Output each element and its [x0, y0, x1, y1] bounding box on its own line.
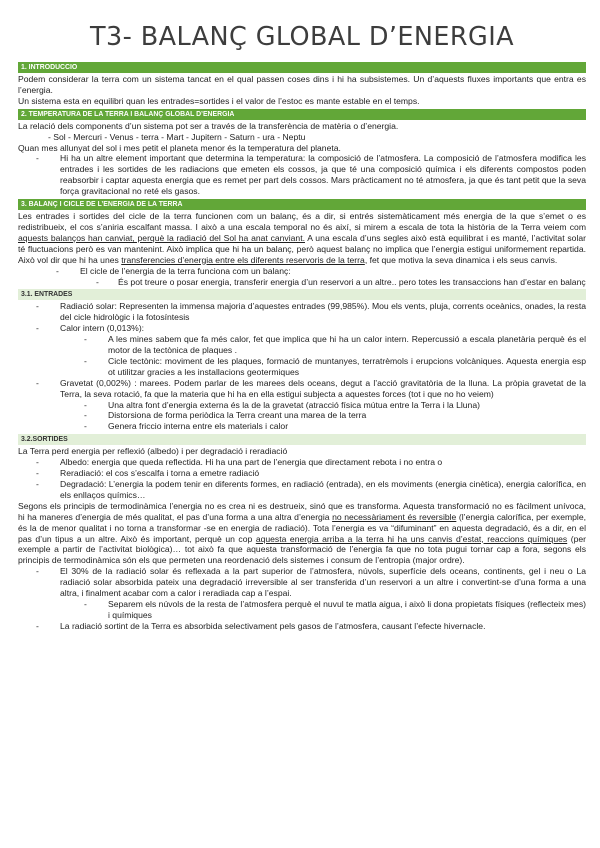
list-item: - A les mines sabem que fa més calor, fet que implica que hi ha un calor intern. Repercussió a escala planetària perquè és el motor de la tectònica de plaques .	[84, 334, 586, 356]
section-heading-temperatura: 2. TEMPERATURA DE LA TERRA I BALANÇ GLOBAL D’ENERGIA	[18, 109, 586, 120]
list-item: - Una altra font d’energia externa és la de la gravetat (atracció física mútua entre la Terra i la Lluna)	[84, 399, 480, 410]
list-item: - Separem els núvols de la resta de l’atmosfera perquè el nuvul te matla aigua, i això li dona propietats físiques (reflecteix mes) i químiques	[84, 598, 586, 620]
list-item: - Radiació solar: Representen la immensa majoria d’aquestes entrades (99,985%). Mou els vents, pluja, corrents oceànics, onades, la resta del cicle hidrològic i la fotosíntesis	[36, 301, 586, 323]
paragraph: Les entrades i sortides del cicle de la terra funcionen com un balanç, és a dir, si entrés sistemàticament més energia de la que s’emet o es redistribueix, el cos s’aniria escalfant massa. I això a una escala temporal no és així, si mirem a escala de tota la història de la Terra veiem com aquests balanços han canviat, perquè la radiació del Sol ha anat canviant. A una escala d’uns segles això està equilibrat i es manté, l’activitat solar té fluctuacions però es van mantenint. Això implica que hi ha un balanç, però aquest balanç no implica que l’energia estigui uniformement repartida. Això vol dir que hi ha unes transferencies d’energia entre els diferents reservoris de la terra, fet que motiva la seva dinamica i els seus canvis.	[18, 211, 586, 265]
paragraph: La relació dels components d’un sistema pot ser a través de la transferència de matèria o d’energia.	[18, 120, 399, 131]
list-item: - Calor intern (0,013%):	[36, 323, 145, 334]
subsection-heading-entrades: 3.1. ENTRADES	[18, 289, 586, 300]
list-item: - Genera friccio interna entre els materials i calor	[84, 421, 289, 432]
paragraph: Un sistema esta en equilibri quan les entrades=sortides i el valor de l’estoc es mante estable en el temps.	[18, 95, 420, 106]
list-item: - El 30% de la radiació solar és reflexada a la part superior de l’atmosfera, núvols, superfície dels oceans, continents, gel i neu o La radiació solar absorbida pateix una degradació irreversible al ser transferida d’un reservori a un altre i convertint-se d’una forma a una altra, i finalment acabar com a calor i reradiada cap a l’espai.	[36, 566, 586, 599]
list-item: - Degradació: L’energia la podem tenir en diferents formes, en radiació (entrada), en els moviments (energia cinètica), energia calorífica, en els enllaços químics…	[36, 479, 586, 500]
list-item: - Albedo: energia que queda reflectida. Hi ha una part de l’energia que directament rebota i no entra o	[36, 457, 443, 468]
list-item: - Cicle tectònic: moviment de les plaques, formació de muntanyes, terratrèmols i erupcions volcàniques. Aquesta energia esp ot utilitzar gracies a les installacions geotermiques	[84, 355, 586, 377]
subsection-heading-sortides: 3.2.SORTIDES	[18, 434, 586, 445]
section-heading-introduccio: 1. INTRODUCCIO	[18, 62, 586, 73]
list-item: - Hi ha un altre element important que determina la temperatura: la composició de l’atmosfera. La composició de l’atmosfera modifica les entrades i les sortides de les radiacions que emeten els cossos, ja que té una composició química i els diferents compostos poden reabsorbir i captar aquesta energia que es remet per part dels cossos. Mars pràcticament no té atmosfera, ja que és tant petit que la seva força gravitacional no reté els gasos.	[36, 153, 586, 197]
list-item: - És pot treure o posar energia, transferir energia d’un reservori a un altre.. pero totes les transaccions han d’estar en balanç	[96, 276, 586, 287]
paragraph: La Terra perd energia per reflexió (albedo) i per degradació i reradiació	[18, 446, 288, 457]
planet-list: - Sol - Mercuri - Venus - terra - Mart - Jupitern - Saturn - ura - Neptu	[48, 131, 306, 142]
page-title: T3- BALANÇ GLOBAL D’ENERGIA	[90, 22, 514, 52]
paragraph: Quan mes allunyat del sol i mes petit el planeta menor és la temperatura del planeta.	[18, 142, 341, 153]
list-item: - Distorsiona de forma periòdica la Terra creant una marea de la terra	[84, 410, 367, 421]
list-item: - Reradiació: el cos s’escalfa i torna a emetre radiació	[36, 468, 260, 479]
list-item: - La radiació sortint de la Terra es absorbida selectivament pels gasos de l’atmosfera, causant l’efecte hivernacle.	[36, 620, 486, 631]
paragraph: Segons els principis de termodinàmica l’energia no es crea ni es destrueix, sinó que es transforma. Aquesta transformació no es fàcilment unívoca, hi ha maneres d’energia de més qualitat, el pas d’una forma a una altra d’energia no necessàriament és reversible (l’energia calorífica, per exemple, és la de menor qualitat i no torna a transformar -se en energia de radiació). Tota l’energia es va “difuminant” en aquesta degradació, és a dir, en el pas d’un tipus a un altre. Això és important, perquè un cop aquesta energia arriba a la terra hi ha uns canvis d’estat, reaccions químiques (per exemple a partir de l’activitat biològica)… tot això fa que aquesta transformació de l’energia fa que no tota pugui tornar cap a fora, segons els principis de termodinàmica són els que permeten una reordenació dels sistemes i consum de l’entropia (major ordre).	[18, 500, 587, 566]
list-item: - Gravetat (0,002%) : marees. Podem parlar de les marees dels oceans, degut a l’acció gravitatòria de la lluna. La pròpia gravetat de la Terra, la seva rotació, fa que la materia que hi ha en ella estigui subjecta a aquestes forces (tot i que no ho veiem)	[36, 377, 586, 399]
section-heading-balanc: 3. BALANÇ I CICLE DE L’ENERGIA DE LA TERRA	[18, 199, 586, 210]
paragraph: Podem considerar la terra com un sistema tancat en el qual passen coses dins i hi ha subsistemes. Un d’aquests fluxes importants que entra es l’energia.	[18, 74, 586, 95]
list-item: - El cicle de l’energia de la terra funciona com un balanç:	[56, 265, 291, 276]
